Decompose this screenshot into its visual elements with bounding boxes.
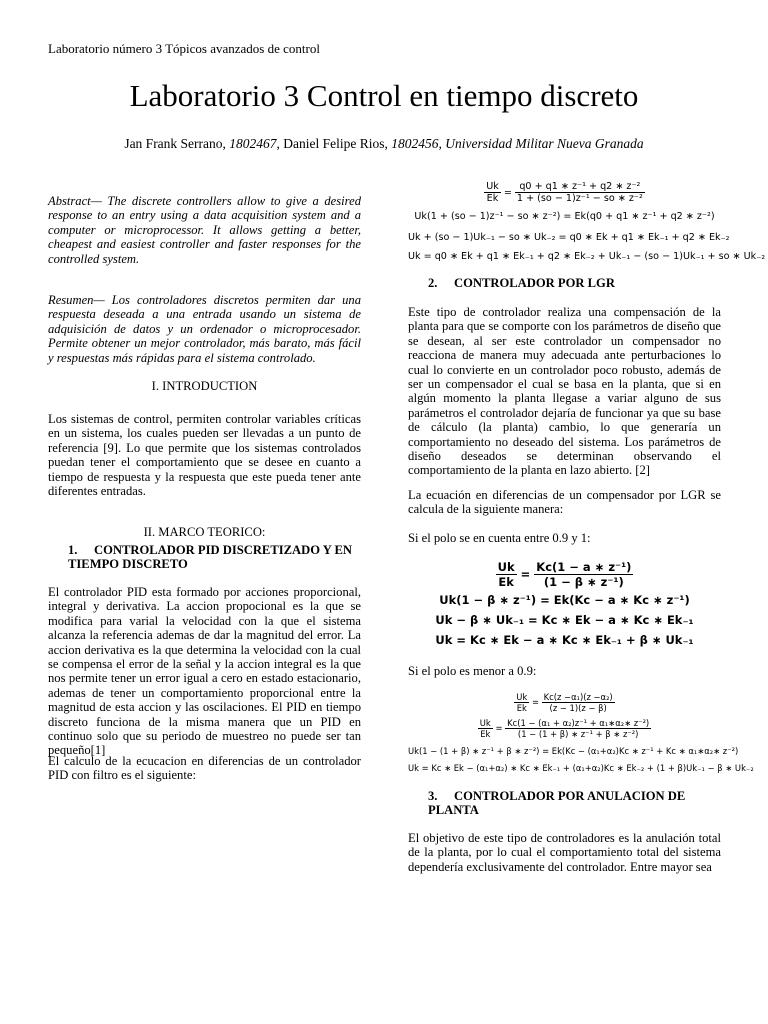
section-heading-marco-teorico: II. MARCO TEORICO: xyxy=(143,525,266,539)
lgr-case2-text: Si el polo es menor a 0.9: xyxy=(408,664,537,678)
author-2-id: 1802456 xyxy=(391,136,439,151)
lgr-paragraph: Este tipo de controlador realiza una compensación de la planta para que se comporte con los parámetros de diseño que se desean, al ser este controlador un compensador no reacciona de manera muy adecuada ante perturbaciones lo cual lo convierte en un controlador poco robusto, además de ser un compensador el cual se basa en la planta, que si en algún momento la planta llegase a variar alguno de sus parámetros el controlador dejaría de funcionar ya que su base de cálculo (la planta) cambio, lo que generaría un comportamiento no deseado del sistema. Los parámetros de diseño deseados se determinan observando el comportamiento de la planta en lazo abierto. [2] xyxy=(408,305,721,478)
pid-paragraph: El controlador PID esta formado por acciones proporcional, integral y derivativa. La accion propocional es la que se modifica para varial la velocidad con la que el sistema alcanza la referencia ademas de dar la magnitud del error. La accion derivativa es la que determina la velocidad con la cual se compensa el error de la señal y la accion integral es la que nos permite tener un error igual a cero en estado estacionario, ademas de tener un comportamiento proporcional entre la magnitud de esta accion y las oscilaciones. El PID en tiempo discreto funciona de la misma manera que un PID en continuo solo que su periodo de muestreo no puede ser tan pequeño[1] xyxy=(48,585,361,758)
equation-lgr-4: Uk = Kc ∗ Ek − a ∗ Kc ∗ Ek₋₁ + β ∗ Uk₋₁ xyxy=(435,633,694,647)
author-line xyxy=(0,136,768,152)
subsection-number: 1. xyxy=(68,543,78,557)
eq-num: Uk xyxy=(486,181,499,192)
abstract-text: The discrete controllers allow to give a desired response to an entry using a data acquisition system and a computer or microprocessor. It allows getting a better, cheapest and easiest controller and faster responses for the controlled system. xyxy=(48,194,361,266)
eq-rhs-den: 1 + (so − 1)z⁻¹ − so ∗ z⁻² xyxy=(516,193,643,204)
lgr-case1-text: Si el polo se en cuenta entre 0.9 y 1: xyxy=(408,531,591,545)
equation-lgr-2: Uk(1 − β ∗ z⁻¹) = Ek(Kc − a ∗ Kc ∗ z⁻¹) xyxy=(439,593,690,607)
author-2: , Daniel Felipe Rios, xyxy=(276,136,392,151)
equation-pid-1: $\frac{Uk}{Ek}$ = $\frac{\text{q0 + q1 ∗ z⁻¹ + q2 ∗ z⁻²}}{\text{1 + (so − 1)z⁻¹ − so ∗ z⁻²}}$ xyxy=(486,181,643,204)
eq-rhs-num: Kc(1 − a ∗ z⁻¹) xyxy=(536,560,632,574)
lgr-calc-paragraph: La ecuación en diferencias de un compensador por LGR se calcula de la siguiente manera: xyxy=(408,488,721,517)
equation-lgr-7: Uk(1 − (1 + β) ∗ z⁻¹ + β ∗ z⁻²) = Ek(Kc − (α₁+α₂)Kc ∗ z⁻¹ + Kc ∗ α₁∗α₂∗ z⁻²) xyxy=(408,746,739,756)
abstract-label: Abstract— xyxy=(48,194,102,208)
pid-calc-paragraph: El calculo de la ecucacion en diferencias de un controlador PID con filtro es el siguiente: xyxy=(48,754,361,783)
eq-num: Uk xyxy=(479,718,491,728)
eq-rhs-den: (z − 1)(z − β) xyxy=(549,703,607,713)
eq-num: Uk xyxy=(516,692,528,702)
subsection-heading-anulacion xyxy=(428,789,721,817)
subsection-title: CONTROLADOR POR ANULACION DE PLANTA xyxy=(428,789,686,817)
eq-den: Ek xyxy=(516,703,527,713)
author-1: Jan Frank Serrano, xyxy=(124,136,230,151)
subsection-heading-lgr xyxy=(428,276,721,290)
subsection-number: 2. xyxy=(428,276,438,290)
eq-rhs-num: Kc(1 − (α₁ + α₂)z⁻¹ + α₁∗α₂∗ z⁻²) xyxy=(507,718,650,728)
eq-rhs-num: q0 + q1 ∗ z⁻¹ + q2 ∗ z⁻² xyxy=(515,181,645,193)
resumen xyxy=(48,293,361,365)
running-header: Laboratorio número 3 Tópicos avanzados de control xyxy=(48,41,320,56)
eq-rhs-num: Kc(z −α₁)(z −α₂) xyxy=(543,692,613,702)
equation-lgr-8: Uk = Kc ∗ Ek − (α₁+α₂) ∗ Kc ∗ Ek₋₁ + (α₁+α₂)Kc ∗ Ek₋₂ + (1 + β)Uk₋₁ − β ∗ Uk₋₂ xyxy=(408,763,754,773)
abstract xyxy=(48,194,361,266)
equation-lgr-1: $\frac{Uk}{Ek}$ = $\frac{\text{Kc(1 − a ∗ z⁻¹)}}{\text{(1 − β ∗ z⁻¹)}}$ xyxy=(497,560,632,589)
eq-den: Ek xyxy=(498,575,514,589)
eq-den: Ek xyxy=(480,729,491,739)
equation-pid-4: Uk = q0 ∗ Ek + q1 ∗ Ek₋₁ + q2 ∗ Ek₋₂ + Uk₋₁ − (so − 1)Uk₋₁ + so ∗ Uk₋₂ xyxy=(408,251,766,262)
subsection-heading-pid xyxy=(68,543,361,571)
eq-den: Ek xyxy=(486,193,499,204)
equation-lgr-6: $\frac{Uk}{Ek}$ = $\frac{\text{Kc(1 − (α₁ + α₂)z⁻¹ + α₁∗α₂∗ z⁻²)}}{\text{(1 − (1 + β) ∗ z⁻¹ + β ∗ z⁻²)}}$ xyxy=(479,718,650,739)
author-1-id: 1802467 xyxy=(229,136,277,151)
resumen-label: Resumen— xyxy=(48,293,105,307)
intro-paragraph: Los sistemas de control, permiten controlar variables críticas en un sistema, los cuales pueden ser llevadas a un punto de referencia [9]. Lo que permite que los sistemas controlados puedan tener el comportamiento que se desee en cuanto a tiempo de respuesta y la respuesta que este pueda tener ante diferentes entradas. xyxy=(48,412,361,499)
eq-rhs-den: (1 − (1 + β) ∗ z⁻¹ + β ∗ z⁻²) xyxy=(517,729,639,739)
equation-lgr-3: Uk − β ∗ Uk₋₁ = Kc ∗ Ek − a ∗ Kc ∗ Ek₋₁ xyxy=(435,613,694,627)
equation-lgr-5: $\frac{Uk}{Ek}$ = $\frac{\text{Kc(z −α₁)(z −α₂)}}{(z - 1)(z - \beta)}$ xyxy=(516,692,613,713)
anulacion-paragraph: El objetivo de este tipo de controladores es la anulación total de la planta, por lo cual el comportamiento total del sistema dependería exclusivamente del controlador. Entre mayor sea xyxy=(408,831,721,874)
eq-rhs-den: (1 − β ∗ z⁻¹) xyxy=(543,575,624,589)
affiliation: , Universidad Militar Nueva Granada xyxy=(438,136,644,151)
equation-pid-3: Uk + (so − 1)Uk₋₁ − so ∗ Uk₋₂ = q0 ∗ Ek + q1 ∗ Ek₋₁ + q2 ∗ Ek₋₂ xyxy=(408,232,730,243)
subsection-title: CONTROLADOR POR LGR xyxy=(454,276,615,290)
equation-pid-2: Uk(1 + (so − 1)z⁻¹ − so ∗ z⁻²) = Ek(q0 + q1 ∗ z⁻¹ + q2 ∗ z⁻²) xyxy=(414,211,715,222)
resumen-text: Los controladores discretos permiten dar una respuesta deseada a una entrada usando un sistema de adquisición de datos y un ordenador o microprocesador. Permite obtener un mejor controlador, más barato, más fácil y respuestas más rápidas para el sistema controlado. xyxy=(48,293,361,365)
subsection-number: 3. xyxy=(428,789,438,803)
paper-title: Laboratorio 3 Control en tiempo discreto xyxy=(129,78,639,113)
eq-num: Uk xyxy=(497,560,515,574)
subsection-title: CONTROLADOR PID DISCRETIZADO Y EN TIEMPO DISCRETO xyxy=(68,543,352,571)
section-heading-introduction: I. INTRODUCTION xyxy=(151,379,258,393)
